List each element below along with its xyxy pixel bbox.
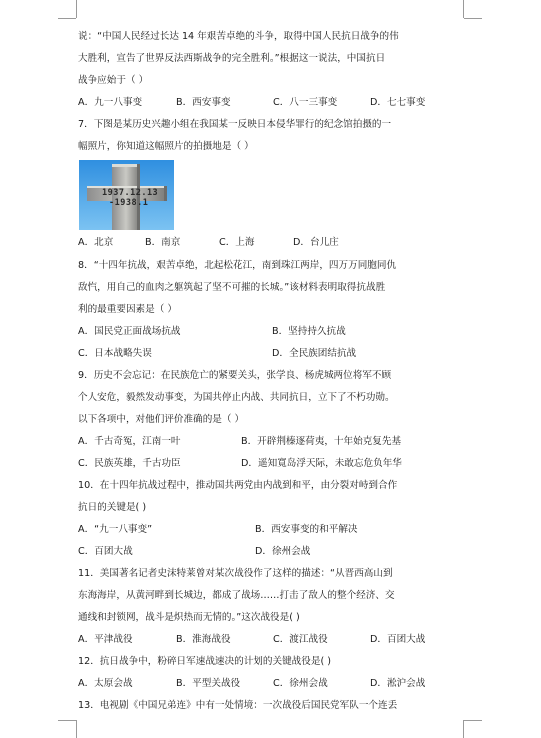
crop-mark-bottom-right bbox=[464, 720, 482, 721]
memorial-date-upper: 1937.12.13 bbox=[102, 188, 159, 198]
q6-option-d: D．七七事变 bbox=[370, 97, 426, 108]
q6-option-b: B．西安事变 bbox=[176, 97, 231, 108]
q6-option-a: A．九一八事变 bbox=[78, 97, 143, 108]
q6-text-line-2: 大胜利，宣告了世界反法西斯战争的完全胜利。”根据这一说法，中国抗日 bbox=[78, 53, 386, 64]
crop-mark-top-left bbox=[76, 0, 77, 18]
q11-option-c: C．渡江战役 bbox=[273, 634, 328, 645]
q11-option-a: A．平津战役 bbox=[78, 634, 133, 645]
q7-option-b: B．南京 bbox=[145, 237, 181, 248]
memorial-date-lower: -1938.1 bbox=[109, 198, 149, 208]
crop-mark-bottom-left bbox=[58, 720, 76, 721]
q12-text-line-1: 12．抗日战争中，粉碎日军速战速决的计划的关键战役是( ) bbox=[78, 656, 331, 667]
memorial-photo bbox=[79, 160, 174, 230]
q7-option-c: C．上海 bbox=[219, 237, 255, 248]
crop-mark-bottom-right bbox=[463, 720, 464, 738]
q9-text-line-3: 以下各项中，对他们评价准确的是（ ） bbox=[78, 414, 245, 425]
q12-option-d: D．淞沪会战 bbox=[370, 678, 426, 689]
q8-option-a: A．国民党正面战场抗战 bbox=[78, 326, 181, 337]
q10-option-d: D．徐州会战 bbox=[255, 546, 311, 557]
q8-option-d: D．全民族团结抗战 bbox=[272, 348, 357, 359]
q11-option-b: B．淮海战役 bbox=[176, 634, 231, 645]
q12-option-a: A．太原会战 bbox=[78, 678, 133, 689]
q9-option-a: A．千古奇冤，江南一叶 bbox=[78, 436, 181, 447]
q10-option-a: A．“九一八事变” bbox=[78, 524, 153, 535]
q7-option-a: A．北京 bbox=[78, 237, 114, 248]
q7-text-line-1: 7．下图是某历史兴趣小组在我国某一反映日本侵华罪行的纪念馆拍摄的一 bbox=[78, 119, 392, 130]
q8-option-c: C．日本战略失误 bbox=[78, 348, 152, 359]
q9-option-c: C．民族英雄，千古功臣 bbox=[78, 458, 181, 469]
crop-mark-top-right bbox=[464, 18, 482, 19]
q10-option-b: B．西安事变的和平解决 bbox=[255, 524, 358, 535]
q9-option-b: B．开辟荆榛逐荷夷，十年始克复先基 bbox=[241, 436, 402, 447]
q12-option-c: C．徐州会战 bbox=[273, 678, 328, 689]
q6-text-line-3: 战争应始于（ ） bbox=[78, 75, 149, 86]
q11-option-d: D．百团大战 bbox=[370, 634, 426, 645]
q10-option-c: C．百团大战 bbox=[78, 546, 133, 557]
q11-text-line-2: 东海海岸，从黄河畔到长城边，都成了战场……打击了敌人的整个经济、交 bbox=[78, 590, 395, 601]
crop-mark-top-right bbox=[463, 0, 464, 18]
q7-text-line-2: 幅照片，你知道这幅照片的拍摄地是（ ） bbox=[78, 141, 254, 152]
q13-text-line-1: 13．电视剧《中国兄弟连》中有一处情境：一次战役后国民党军队一个连丢 bbox=[78, 700, 398, 711]
crop-mark-top-left bbox=[58, 18, 76, 19]
q11-text-line-3: 通线和封锁网，战斗是炽热而无情的。”这次战役是( ) bbox=[78, 612, 300, 623]
q10-text-line-2: 抗日的关键是( ) bbox=[78, 502, 147, 513]
q6-text-line-1: 说：“中国人民经过长达 14 年艰苦卓绝的斗争，取得中国人民抗日战争的伟 bbox=[78, 31, 399, 42]
q10-text-line-1: 10．在十四年抗战过程中，推动国共两党由内战到和平，由分裂对峙到合作 bbox=[78, 480, 398, 491]
q9-text-line-1: 9．历史不会忘记：在民族危亡的紧要关头，张学良、杨虎城两位将军不顾 bbox=[78, 370, 392, 381]
q9-text-line-2: 个人安危，毅然发动事变，为国共停止内战、共同抗日，立下了不朽功勋。 bbox=[78, 392, 395, 403]
q6-option-c: C．八一三事变 bbox=[273, 97, 338, 108]
crop-mark-bottom-left bbox=[76, 720, 77, 738]
q12-option-b: B．平型关战役 bbox=[176, 678, 241, 689]
q8-text-line-3: 利的最重要因素是（ ） bbox=[78, 304, 177, 315]
q9-option-d: D．遥知寬岛浮天际，未敢忘危负年华 bbox=[241, 458, 402, 469]
q8-option-b: B．坚持持久抗战 bbox=[272, 326, 346, 337]
q11-text-line-1: 11．美国著名记者史沫特莱曾对某次战役作了这样的描述：“从晋西高山到 bbox=[78, 568, 393, 579]
q8-text-line-1: 8．“十四年抗战，艰苦卓绝，北起松花江，南到珠江两岸，四万万同胞同仇 bbox=[78, 260, 397, 271]
q8-text-line-2: 敌忾，用自己的血肉之躯筑起了坚不可摧的长城。”该材料表明取得抗战胜 bbox=[78, 282, 386, 293]
q7-option-d: D．台儿庄 bbox=[293, 237, 339, 248]
